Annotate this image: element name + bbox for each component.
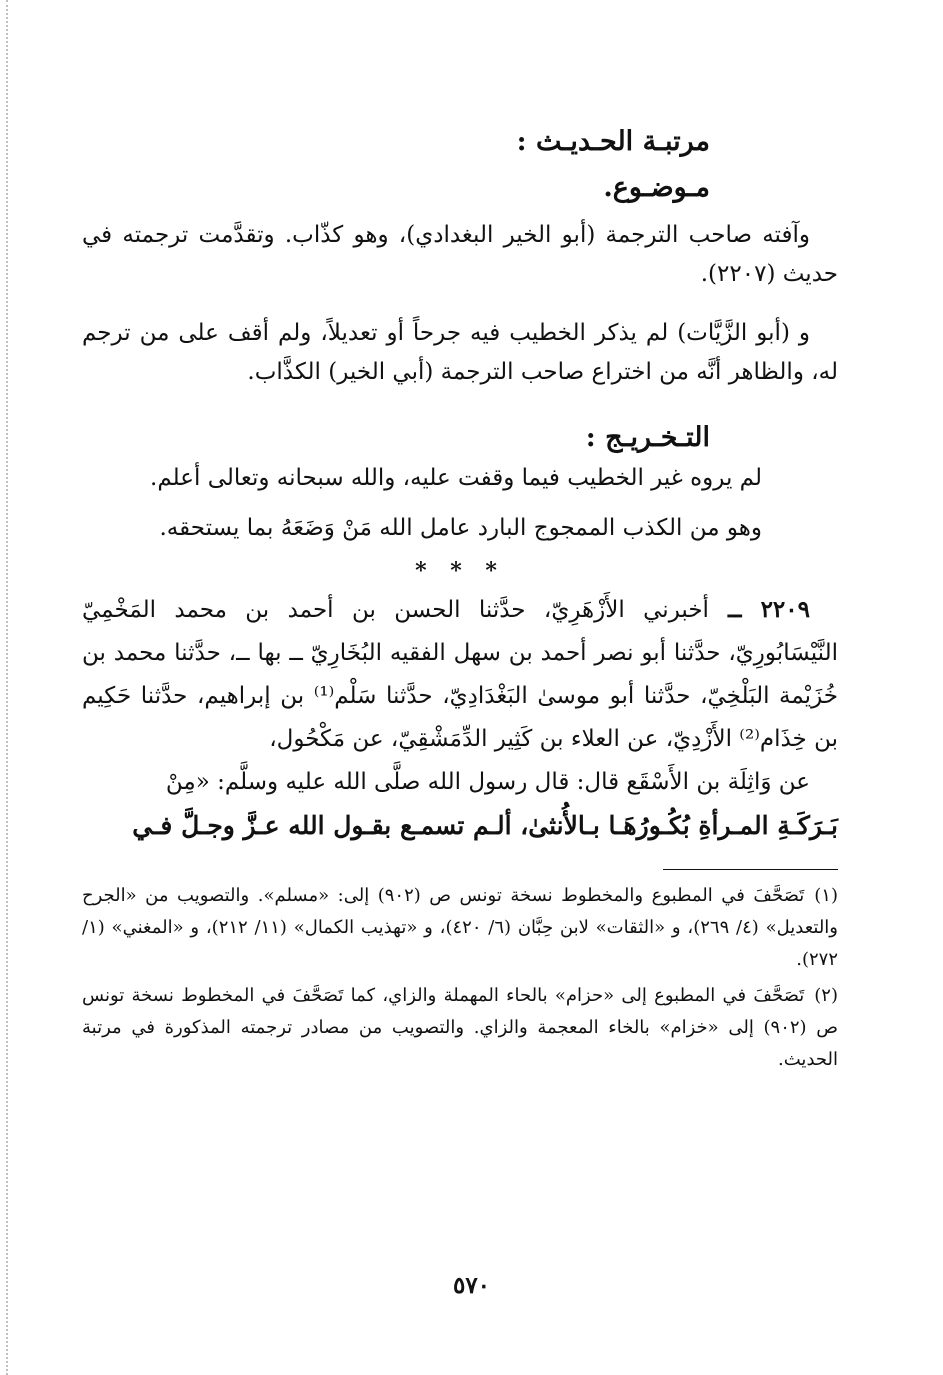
hadith-block: [82, 588, 838, 847]
section-separator: * * *: [415, 558, 505, 584]
heading-takhrij: التـخـريـج :: [585, 422, 710, 453]
heading-hadith-grade: مرتبـة الحـديـث :: [516, 126, 710, 157]
footnote-rule: [663, 869, 838, 870]
hadith-isnad: [82, 588, 838, 761]
hadith-isnad-text: أخبرني الأَزْهَرِيّ، حدَّثنا الحسن بن أحمد بن محمد المَخْمِيّ النَّيْسَابُورِيّ، حدَّثنا أبو نصر أحمد بن سهل الفقيه البُخَارِيّ ــ بها ــ، حدَّثنا محمد بن خُزَيْمة البَلْخِيّ، حدَّثنا أبو موسىٰ البَغْدَادِيّ، حدَّثنا سَلْم⁽¹⁾ بن إبراهيم، حدَّثنا حَكِيم بن خِذَام⁽²⁾ الأَزْدِيّ، عن العلاء بن كَثِير الدِّمَشْقِيّ، عن مَكْحُول،: [82, 597, 838, 752]
grade-paragraph-2: و (أبو الزَّيَّات) لم يذكر الخطيب فيه جرحاً أو تعديلاً، ولم أقف على من ترجم له، والظاهر أنَّه من اختراع صاحب الترجمة (أبي الخير) الكذَّاب.: [82, 320, 838, 385]
takhrij-line-2: وهو من الكذب الممجوج البارد عامل الله مَنْ وَضَعَهُ بما يستحقه.: [159, 515, 762, 541]
footnote-2-text: تَصَحَّفَ في المطبوع إلى «حزام» بالحاء المهملة والزاي، كما تَصَحَّفَ في المخطوط نسخة تونس ص (٩٠٢) إلى «خزام» بالخاء المعجمة والزاي. والتصويب من مصادر ترجمته المذكورة في مرتبة الحديث.: [82, 985, 838, 1070]
page-number: ٥٧٠: [452, 1272, 491, 1299]
book-page: [82, 100, 838, 1080]
grade-paragraph-1: وآفته صاحب الترجمة (أبو الخير البغدادي)، وهو كذّاب. وتقدَّمت ترجمته في حديث (٢٢٠٧).: [82, 222, 838, 287]
scan-margin-dots: [6, 0, 8, 1375]
hadith-number: ٢٢٠٩: [760, 596, 810, 623]
hadith-grade-value: مـوضـوع.: [603, 172, 710, 203]
hadith-matn-bold: بَـرَكَـةِ المـرأةِ بُكُـورُهَـا بـالأُنثىٰ، ألـم تسمـع بقـول الله عـزَّ وجـلَّ فـي: [132, 811, 838, 840]
footnote-2: [82, 980, 838, 1076]
footnote-1-mark: (١): [814, 885, 838, 906]
hadith-matn-intro: عن وَاثِلَة بن الأَسْقَع قال: قال رسول الله صلَّى الله عليه وسلَّم: «مِنْ: [165, 769, 810, 795]
footnote-2-mark: (٢): [814, 985, 838, 1006]
hadith-dash: ــ: [708, 596, 761, 623]
footnote-1: [82, 880, 838, 976]
footnote-1-text: تَصَحَّفَ في المطبوع والمخطوط نسخة تونس ص (٩٠٢) إلى: «مسلم». والتصويب من «الجرح والتعديل» (٤/ ٢٦٩)، و «الثقات» لابن حِبَّان (٦/ ٤٢٠)، و «تهذيب الكمال» (١١/ ٢١٢)، و «المغني» (١/ ٢٧٢).: [82, 885, 839, 970]
takhrij-line-1: لم يروه غير الخطيب فيما وقفت عليه، والله سبحانه وتعالى أعلم.: [150, 465, 762, 491]
